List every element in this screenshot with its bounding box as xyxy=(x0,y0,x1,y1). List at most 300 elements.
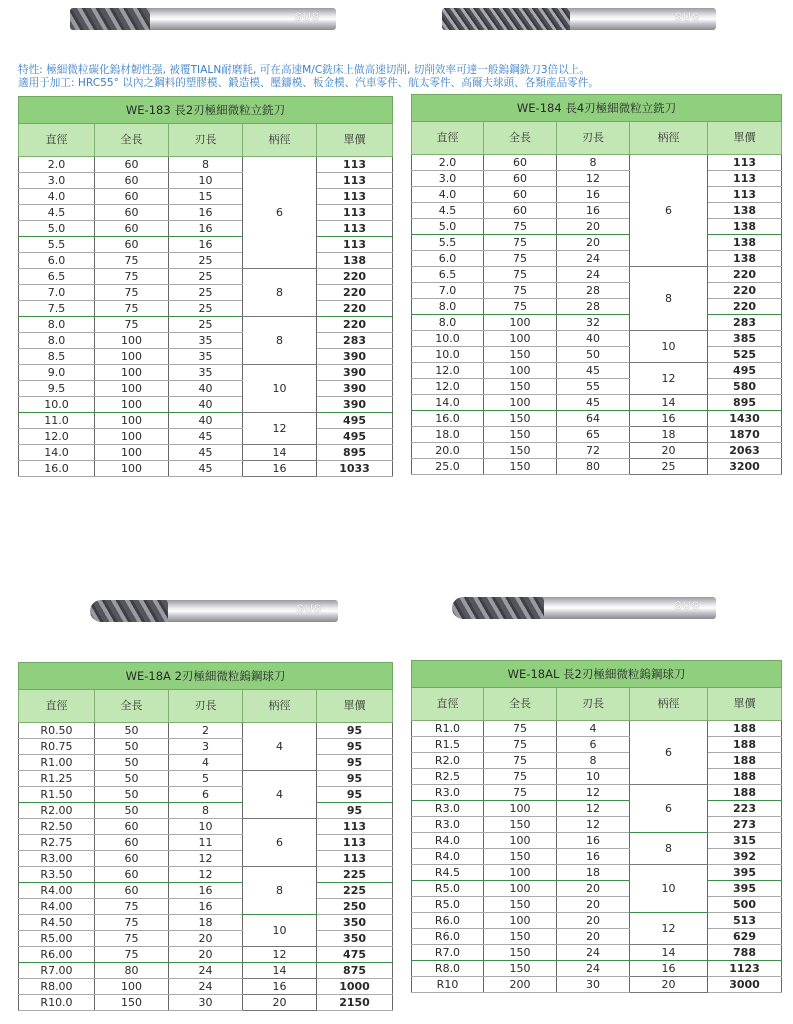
flute-length-cell: 16 xyxy=(557,187,630,203)
table-row xyxy=(19,963,393,979)
diameter-cell: 6.5 xyxy=(19,269,95,285)
flute-length-cell: 25 xyxy=(169,285,243,301)
table-row xyxy=(19,461,393,477)
table-row xyxy=(19,835,393,851)
table-row xyxy=(19,269,393,285)
flute-length-cell: 12 xyxy=(557,817,630,833)
flute-length-cell: 25 xyxy=(169,269,243,285)
flute-length-cell: 45 xyxy=(169,445,243,461)
overall-length-cell: 75 xyxy=(95,269,169,285)
flute-length-cell: 25 xyxy=(169,317,243,333)
table-row xyxy=(412,881,782,897)
diameter-cell: R10 xyxy=(412,977,484,993)
flute-length-cell: 28 xyxy=(557,299,630,315)
overall-length-cell: 150 xyxy=(484,379,557,395)
unit-price-cell: 495 xyxy=(317,429,393,445)
unit-price-cell: 350 xyxy=(317,931,393,947)
table-row xyxy=(412,443,782,459)
flute-length-cell: 4 xyxy=(557,721,630,737)
flute-length-cell: 25 xyxy=(169,253,243,269)
flute-section xyxy=(90,600,168,622)
unit-price-cell: 138 xyxy=(708,251,782,267)
diameter-cell: 12.0 xyxy=(412,379,484,395)
flute-length-cell: 30 xyxy=(169,995,243,1011)
diameter-cell: R3.0 xyxy=(412,801,484,817)
table-title: WE-184 長4刃極細微粒立銑刀 xyxy=(412,95,782,122)
price-table-we-183 xyxy=(18,96,393,477)
overall-length-cell: 50 xyxy=(95,755,169,771)
overall-length-cell: 100 xyxy=(484,331,557,347)
diameter-cell: 8.0 xyxy=(19,333,95,349)
table-row xyxy=(412,801,782,817)
unit-price-cell: 395 xyxy=(708,865,782,881)
flute-length-cell: 65 xyxy=(557,427,630,443)
overall-length-cell: 150 xyxy=(484,427,557,443)
flute-length-cell: 12 xyxy=(557,801,630,817)
diameter-cell: R3.0 xyxy=(412,817,484,833)
overall-length-cell: 100 xyxy=(484,395,557,411)
table-row xyxy=(19,947,393,963)
table-row xyxy=(19,883,393,899)
overall-length-cell: 60 xyxy=(95,237,169,253)
table-row xyxy=(19,851,393,867)
flute-length-cell: 80 xyxy=(557,459,630,475)
table-row xyxy=(19,333,393,349)
flute-length-cell: 8 xyxy=(557,753,630,769)
flute-length-cell: 45 xyxy=(169,461,243,477)
overall-length-cell: 150 xyxy=(484,945,557,961)
unit-price-cell: 1870 xyxy=(708,427,782,443)
overall-length-cell: 200 xyxy=(484,977,557,993)
overall-length-cell: 75 xyxy=(484,283,557,299)
unit-price-cell: 390 xyxy=(317,365,393,381)
overall-length-cell: 100 xyxy=(95,461,169,477)
table-row xyxy=(412,235,782,251)
applications-line: 適用于加工: HRC55° 以內之鋼料的塑膠模、鍛造模、壓鑄模、板金模、汽車零件、航太零件、高爾夫球頭、各類産品零件。 xyxy=(18,77,599,89)
shank-diameter-header: 柄徑 xyxy=(630,688,708,721)
unit-price-cell: 525 xyxy=(708,347,782,363)
overall-length-cell: 50 xyxy=(95,739,169,755)
table-title: WE-183 長2刃極細微粒立銑刀 xyxy=(19,97,393,124)
diameter-cell: 8.0 xyxy=(19,317,95,333)
flute-length-cell: 16 xyxy=(557,203,630,219)
overall-length-cell: 60 xyxy=(484,203,557,219)
overall-length-cell: 60 xyxy=(95,205,169,221)
end-mill-4-flute-image xyxy=(442,8,716,30)
shank-diameter-cell: 8 xyxy=(630,267,708,331)
overall-length-cell: 75 xyxy=(95,285,169,301)
flute-length-cell: 3 xyxy=(169,739,243,755)
overall-length-cell: 100 xyxy=(95,429,169,445)
brand-mark: SUS xyxy=(294,11,320,23)
overall-length-cell: 75 xyxy=(484,219,557,235)
diameter-cell: 6.0 xyxy=(19,253,95,269)
unit-price-cell: 113 xyxy=(317,205,393,221)
overall-length-cell: 75 xyxy=(484,769,557,785)
flute-length-cell: 20 xyxy=(169,947,243,963)
unit-price-cell: 220 xyxy=(317,301,393,317)
overall-length-cell: 75 xyxy=(484,267,557,283)
shank-diameter-cell: 14 xyxy=(630,395,708,411)
diameter-cell: R8.0 xyxy=(412,961,484,977)
table-row xyxy=(412,897,782,913)
table-row xyxy=(19,819,393,835)
overall-length-cell: 100 xyxy=(95,397,169,413)
unit-price-header: 單價 xyxy=(708,122,782,155)
unit-price-cell: 3000 xyxy=(708,977,782,993)
shank-diameter-header: 柄徑 xyxy=(243,124,317,157)
diameter-cell: R1.50 xyxy=(19,787,95,803)
diameter-cell: 16.0 xyxy=(412,411,484,427)
table-row xyxy=(412,219,782,235)
unit-price-cell: 113 xyxy=(317,237,393,253)
flute-length-cell: 20 xyxy=(557,897,630,913)
unit-price-cell: 188 xyxy=(708,785,782,801)
overall-length-cell: 50 xyxy=(95,787,169,803)
table-row xyxy=(19,771,393,787)
shank-diameter-cell: 25 xyxy=(630,459,708,475)
diameter-cell: 4.5 xyxy=(412,203,484,219)
diameter-cell: 10.0 xyxy=(19,397,95,413)
unit-price-cell: 250 xyxy=(317,899,393,915)
diameter-cell: 5.0 xyxy=(412,219,484,235)
overall-length-cell: 100 xyxy=(484,881,557,897)
flute-length-header: 刃長 xyxy=(169,690,243,723)
shank-diameter-cell: 6 xyxy=(243,819,317,867)
overall-length-cell: 100 xyxy=(484,865,557,881)
table-row xyxy=(412,203,782,219)
flute-length-cell: 11 xyxy=(169,835,243,851)
diameter-cell: R4.0 xyxy=(412,833,484,849)
table-row xyxy=(412,283,782,299)
overall-length-cell: 60 xyxy=(95,835,169,851)
diameter-cell: 6.0 xyxy=(412,251,484,267)
unit-price-cell: 1123 xyxy=(708,961,782,977)
flute-length-cell: 20 xyxy=(557,929,630,945)
overall-length-cell: 75 xyxy=(95,899,169,915)
flute-length-cell: 45 xyxy=(557,363,630,379)
table-row xyxy=(19,867,393,883)
diameter-cell: 16.0 xyxy=(19,461,95,477)
unit-price-cell: 113 xyxy=(317,819,393,835)
diameter-cell: R2.5 xyxy=(412,769,484,785)
price-table-we-18a xyxy=(18,662,393,1011)
unit-price-cell: 390 xyxy=(317,381,393,397)
table-row xyxy=(412,849,782,865)
table-row xyxy=(19,979,393,995)
flute-length-cell: 8 xyxy=(557,155,630,171)
shank-diameter-cell: 12 xyxy=(630,363,708,395)
shank-diameter-cell: 20 xyxy=(243,995,317,1011)
table-title: WE-18A 2刃極細微粒鎢鋼球刀 xyxy=(19,663,393,690)
flute-length-header: 刃長 xyxy=(557,122,630,155)
flute-length-cell: 16 xyxy=(169,883,243,899)
diameter-header: 直徑 xyxy=(19,124,95,157)
overall-length-cell: 75 xyxy=(95,317,169,333)
overall-length-cell: 75 xyxy=(484,251,557,267)
flute-section xyxy=(442,8,570,30)
overall-length-cell: 100 xyxy=(95,333,169,349)
shank-diameter-cell: 12 xyxy=(243,947,317,963)
unit-price-cell: 138 xyxy=(317,253,393,269)
unit-price-cell: 223 xyxy=(708,801,782,817)
table-row xyxy=(412,865,782,881)
unit-price-cell: 788 xyxy=(708,945,782,961)
flute-length-cell: 2 xyxy=(169,723,243,739)
table-row xyxy=(19,157,393,173)
diameter-cell: R1.25 xyxy=(19,771,95,787)
shank-diameter-cell: 4 xyxy=(243,771,317,819)
table-row xyxy=(19,317,393,333)
flute-length-cell: 5 xyxy=(169,771,243,787)
shank-diameter-cell: 4 xyxy=(243,723,317,771)
flute-length-cell: 10 xyxy=(169,173,243,189)
table-row xyxy=(19,413,393,429)
unit-price-cell: 283 xyxy=(708,315,782,331)
flute-length-cell: 35 xyxy=(169,365,243,381)
unit-price-cell: 220 xyxy=(317,317,393,333)
unit-price-cell: 629 xyxy=(708,929,782,945)
diameter-cell: 25.0 xyxy=(412,459,484,475)
diameter-header: 直徑 xyxy=(19,690,95,723)
diameter-cell: 4.5 xyxy=(19,205,95,221)
table-row xyxy=(19,381,393,397)
diameter-cell: R1.5 xyxy=(412,737,484,753)
shank-section xyxy=(150,8,336,30)
diameter-cell: 8.5 xyxy=(19,349,95,365)
unit-price-cell: 2150 xyxy=(317,995,393,1011)
unit-price-cell: 113 xyxy=(708,187,782,203)
diameter-cell: 8.0 xyxy=(412,299,484,315)
flute-length-cell: 24 xyxy=(557,945,630,961)
unit-price-cell: 220 xyxy=(317,269,393,285)
diameter-cell: R7.00 xyxy=(19,963,95,979)
flute-length-cell: 45 xyxy=(557,395,630,411)
table-row xyxy=(19,739,393,755)
table-row xyxy=(19,285,393,301)
flute-length-cell: 15 xyxy=(169,189,243,205)
shank-diameter-cell: 20 xyxy=(630,443,708,459)
ball-mill-image xyxy=(90,600,338,622)
overall-length-cell: 150 xyxy=(95,995,169,1011)
overall-length-cell: 100 xyxy=(484,363,557,379)
unit-price-cell: 113 xyxy=(708,155,782,171)
table-row xyxy=(19,931,393,947)
flute-length-cell: 24 xyxy=(169,979,243,995)
flute-length-cell: 18 xyxy=(169,915,243,931)
unit-price-cell: 188 xyxy=(708,737,782,753)
table-row xyxy=(19,755,393,771)
brand-mark: SUS xyxy=(674,11,700,23)
table-row xyxy=(19,429,393,445)
diameter-cell: R4.00 xyxy=(19,899,95,915)
unit-price-cell: 580 xyxy=(708,379,782,395)
overall-length-cell: 100 xyxy=(484,913,557,929)
diameter-cell: R3.50 xyxy=(19,867,95,883)
unit-price-cell: 220 xyxy=(708,267,782,283)
unit-price-cell: 220 xyxy=(708,299,782,315)
unit-price-cell: 495 xyxy=(708,363,782,379)
unit-price-cell: 138 xyxy=(708,219,782,235)
overall-length-cell: 50 xyxy=(95,803,169,819)
overall-length-cell: 75 xyxy=(95,253,169,269)
overall-length-header: 全長 xyxy=(484,688,557,721)
diameter-cell: 6.5 xyxy=(412,267,484,283)
overall-length-cell: 150 xyxy=(484,849,557,865)
table-row xyxy=(412,817,782,833)
overall-length-cell: 150 xyxy=(484,443,557,459)
shank-diameter-cell: 16 xyxy=(630,961,708,977)
unit-price-cell: 273 xyxy=(708,817,782,833)
overall-length-cell: 75 xyxy=(484,785,557,801)
diameter-cell: 9.5 xyxy=(19,381,95,397)
shank-diameter-cell: 10 xyxy=(630,865,708,913)
unit-price-cell: 113 xyxy=(317,189,393,205)
diameter-cell: 3.0 xyxy=(412,171,484,187)
shank-diameter-cell: 6 xyxy=(630,785,708,833)
flute-length-cell: 45 xyxy=(169,429,243,445)
flute-length-cell: 24 xyxy=(169,963,243,979)
diameter-cell: 10.0 xyxy=(412,331,484,347)
diameter-cell: 10.0 xyxy=(412,347,484,363)
table-row xyxy=(412,251,782,267)
table-row xyxy=(412,347,782,363)
shank-diameter-cell: 14 xyxy=(243,445,317,461)
table-row xyxy=(412,785,782,801)
diameter-cell: 12.0 xyxy=(19,429,95,445)
unit-price-cell: 500 xyxy=(708,897,782,913)
table-row xyxy=(19,995,393,1011)
price-table-we-18al xyxy=(411,660,782,993)
overall-length-cell: 75 xyxy=(95,931,169,947)
diameter-cell: 4.0 xyxy=(19,189,95,205)
unit-price-cell: 1000 xyxy=(317,979,393,995)
diameter-cell: 3.0 xyxy=(19,173,95,189)
unit-price-cell: 495 xyxy=(317,413,393,429)
unit-price-cell: 138 xyxy=(708,203,782,219)
table-row xyxy=(19,253,393,269)
overall-length-cell: 50 xyxy=(95,771,169,787)
overall-length-cell: 100 xyxy=(95,445,169,461)
diameter-cell: 9.0 xyxy=(19,365,95,381)
overall-length-cell: 150 xyxy=(484,817,557,833)
overall-length-cell: 100 xyxy=(484,315,557,331)
flute-length-cell: 28 xyxy=(557,283,630,299)
diameter-cell: 20.0 xyxy=(412,443,484,459)
table-row xyxy=(412,187,782,203)
overall-length-cell: 60 xyxy=(95,851,169,867)
unit-price-cell: 390 xyxy=(317,349,393,365)
unit-price-cell: 138 xyxy=(708,235,782,251)
unit-price-cell: 2063 xyxy=(708,443,782,459)
shank-diameter-cell: 6 xyxy=(243,157,317,269)
flute-length-cell: 8 xyxy=(169,157,243,173)
flute-length-header: 刃長 xyxy=(169,124,243,157)
flute-length-header: 刃長 xyxy=(557,688,630,721)
diameter-cell: 7.5 xyxy=(19,301,95,317)
flute-section xyxy=(70,8,150,30)
table-row xyxy=(412,395,782,411)
unit-price-cell: 113 xyxy=(317,157,393,173)
shank-diameter-cell: 18 xyxy=(630,427,708,443)
unit-price-cell: 390 xyxy=(317,397,393,413)
flute-length-cell: 16 xyxy=(557,849,630,865)
flute-length-cell: 16 xyxy=(557,833,630,849)
flute-length-cell: 35 xyxy=(169,333,243,349)
overall-length-cell: 150 xyxy=(484,459,557,475)
overall-length-cell: 75 xyxy=(484,721,557,737)
shank-section xyxy=(570,8,716,30)
overall-length-cell: 150 xyxy=(484,929,557,945)
unit-price-cell: 113 xyxy=(317,851,393,867)
table-row xyxy=(19,189,393,205)
flute-length-cell: 20 xyxy=(557,881,630,897)
overall-length-cell: 60 xyxy=(95,221,169,237)
diameter-cell: R4.5 xyxy=(412,865,484,881)
diameter-cell: R2.00 xyxy=(19,803,95,819)
table-row xyxy=(412,155,782,171)
overall-length-cell: 60 xyxy=(95,819,169,835)
table-row xyxy=(19,221,393,237)
unit-price-header: 單價 xyxy=(317,124,393,157)
overall-length-cell: 100 xyxy=(95,413,169,429)
unit-price-cell: 95 xyxy=(317,771,393,787)
unit-price-cell: 95 xyxy=(317,803,393,819)
diameter-cell: R0.75 xyxy=(19,739,95,755)
overall-length-cell: 100 xyxy=(95,349,169,365)
diameter-cell: R10.0 xyxy=(19,995,95,1011)
flute-length-cell: 16 xyxy=(169,899,243,915)
table-title: WE-18AL 長2刃極細微粒鎢鋼球刀 xyxy=(412,661,782,688)
unit-price-cell: 220 xyxy=(708,283,782,299)
flute-length-cell: 12 xyxy=(557,785,630,801)
unit-price-header: 單價 xyxy=(317,690,393,723)
table-row xyxy=(412,171,782,187)
flute-length-cell: 12 xyxy=(557,171,630,187)
unit-price-cell: 350 xyxy=(317,915,393,931)
table-row xyxy=(19,365,393,381)
overall-length-cell: 60 xyxy=(484,171,557,187)
flute-length-cell: 40 xyxy=(169,381,243,397)
shank-diameter-cell: 14 xyxy=(243,963,317,979)
overall-length-cell: 75 xyxy=(484,235,557,251)
shank-section xyxy=(544,597,716,619)
unit-price-cell: 1033 xyxy=(317,461,393,477)
shank-section xyxy=(168,600,338,622)
overall-length-cell: 150 xyxy=(484,411,557,427)
diameter-cell: 2.0 xyxy=(19,157,95,173)
diameter-cell: 8.0 xyxy=(412,315,484,331)
flute-length-cell: 12 xyxy=(169,851,243,867)
table-row xyxy=(19,173,393,189)
overall-length-cell: 75 xyxy=(95,947,169,963)
overall-length-cell: 100 xyxy=(95,979,169,995)
flute-length-cell: 40 xyxy=(557,331,630,347)
flute-length-cell: 12 xyxy=(169,867,243,883)
flute-length-cell: 40 xyxy=(169,413,243,429)
table-row xyxy=(19,787,393,803)
overall-length-cell: 150 xyxy=(484,961,557,977)
shank-diameter-cell: 6 xyxy=(630,155,708,267)
overall-length-cell: 75 xyxy=(95,915,169,931)
flute-section xyxy=(452,597,544,619)
flute-length-cell: 35 xyxy=(169,349,243,365)
flute-length-cell: 10 xyxy=(557,769,630,785)
flute-length-cell: 10 xyxy=(169,819,243,835)
table-row xyxy=(412,721,782,737)
unit-price-cell: 95 xyxy=(317,723,393,739)
diameter-cell: 5.5 xyxy=(19,237,95,253)
